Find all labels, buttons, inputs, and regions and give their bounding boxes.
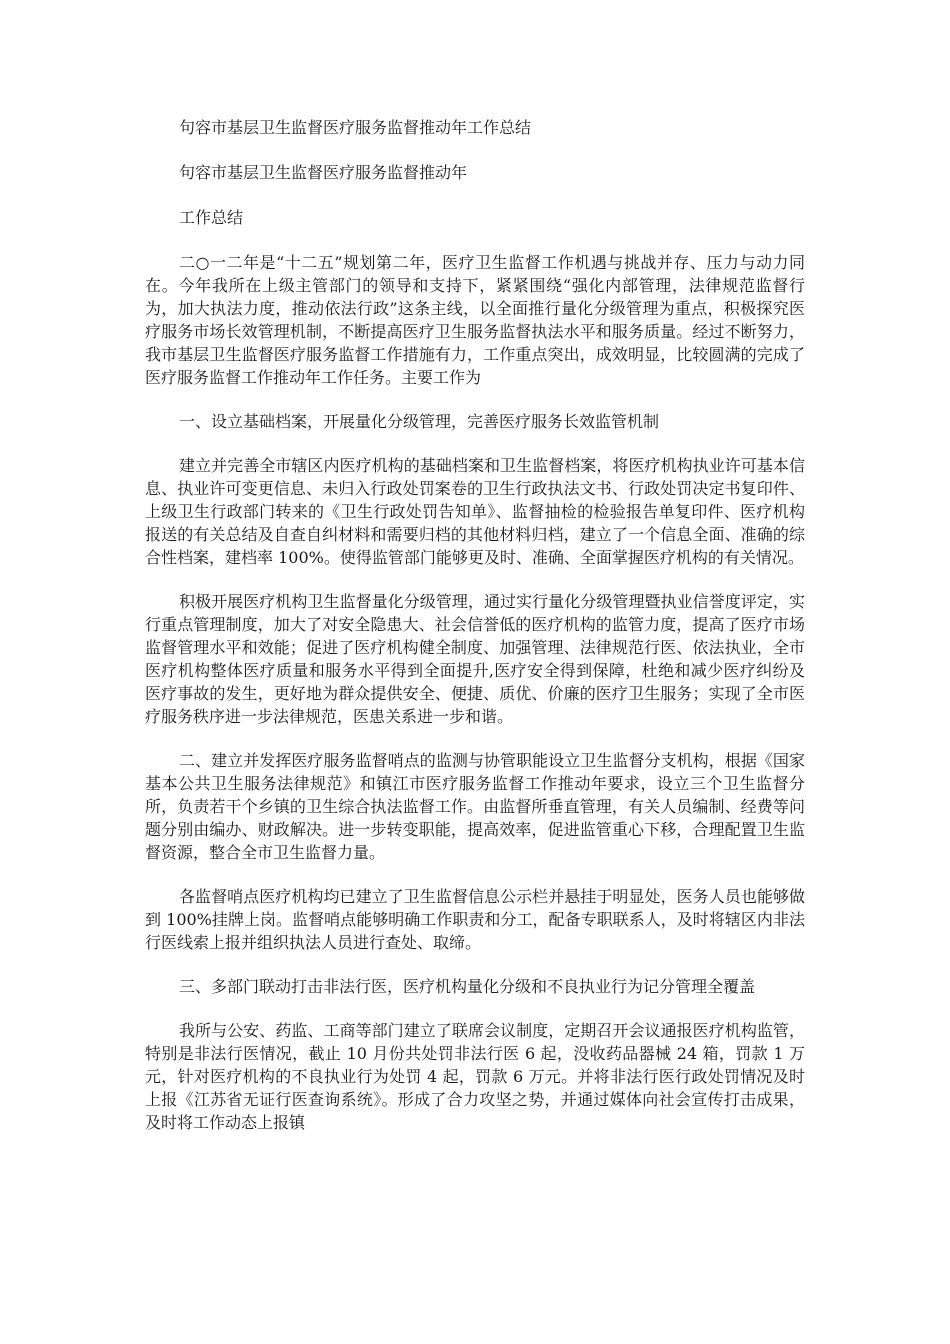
document-subtitle-line1: 句容市基层卫生监督医疗服务监督推动年 bbox=[179, 163, 468, 182]
document-subtitle-line2: 工作总结 bbox=[179, 208, 244, 227]
section-heading-3: 三、多部门联动打击非法行医，医疗机构量化分级和不良执业行为记分管理全覆盖 bbox=[179, 977, 756, 996]
paragraph-grading: 积极开展医疗机构卫生监督量化分级管理，通过实行量化分级管理暨执业信誉度评定，实行重点管理制度，加大了对安全隐患大、社会信誉低的医疗机构的监管力度，提高了医疗市场监督管理水平和效能；促进了医疗机构健全制度、加强管理、法律规范行医、依法执业，全市医疗机构整体医疗质量和服务水平得到全面提升,医疗安全得到保障，杜绝和减少医疗纠纷及医疗事故的发生，更好地为群众提供安全、便捷、质优、价廉的医疗卫生服务；实现了全市医疗服务秩序进一步法律规范，医患关系进一步和谐。 bbox=[145, 592, 805, 726]
paragraph-joint-enforcement: 我所与公安、药监、工商等部门建立了联席会议制度，定期召开会议通报医疗机构监管，特别是非法行医情况，截止 10 月份共处罚非法行医 6 起，没收药品器械 24 箱，罚款 1 万元，针对医疗机构的不良执业行为处罚 4 起，罚款 6 万元。并将非法行医行政处罚情况及时上报《江苏省无证行医查询系统》。形成了合力攻坚之势，并通过媒体向社会宣传打击成果，及时将工作动态上报镇 bbox=[145, 1021, 805, 1132]
section-heading-2: 二、建立并发挥医疗服务监督哨点的监测与协管职能设立卫生监督分支机构，根据《国家基本公共卫生服务法律规范》和镇江市医疗服务监督工作推动年要求，设立三个卫生监督分所，负责若干个乡镇的卫生综合执法监督工作。由监督所垂直管理，有关人员编制、经费等问题分别由编办、财政解决。进一步转变职能，提高效率，促进监管重心下移，合理配置卫生监督资源，整合全市卫生监督力量。 bbox=[145, 751, 805, 862]
section-heading-1: 一、设立基础档案，开展量化分级管理，完善医疗服务长效监管机制 bbox=[179, 412, 660, 431]
document-title: 句容市基层卫生监督医疗服务监督推动年工作总结 bbox=[179, 118, 532, 137]
document-body bbox=[145, 116, 805, 1155]
paragraph-archives: 建立并完善全市辖区内医疗机构的基础档案和卫生监督档案，将医疗机构执业许可基本信息、执业许可变更信息、未归入行政处罚案卷的卫生行政执法文书、行政处罚决定书复印件、上级卫生行政部门转来的《卫生行政处罚告知单》、监督抽检的检验报告单复印件、医疗机构报送的有关总结及自查自纠材料和需要归档的其他材料归档，建立了一个信息全面、准确的综合性档案，建档率 100%。使得监管部门能够更及时、准确、全面掌握医疗机构的有关情况。 bbox=[145, 456, 805, 567]
paragraph-monitoring-points: 各监督哨点医疗机构均已建立了卫生监督信息公示栏并悬挂于明显处，医务人员也能够做到 100%挂牌上岗。监督哨点能够明确工作职责和分工，配备专职联系人，及时将辖区内非法行医线索上报并组织执法人员进行查处、取缔。 bbox=[145, 887, 805, 952]
paragraph-intro: 二○一二年是“十二五”规划第二年，医疗卫生监督工作机遇与挑战并存、压力与动力同在。今年我所在上级主管部门的领导和支持下，紧紧围绕“强化内部管理，法律规范监督行为，加大执法力度，推动依法行政”这条主线，以全面推行量化分级管理为重点，积极探究医疗服务市场长效管理机制，不断提高医疗卫生服务监督执法水平和服务质量。经过不断努力，我市基层卫生监督医疗服务监督工作措施有力，工作重点突出，成效明显，比较圆满的完成了医疗服务监督工作推动年工作任务。主要工作为 bbox=[145, 253, 805, 387]
